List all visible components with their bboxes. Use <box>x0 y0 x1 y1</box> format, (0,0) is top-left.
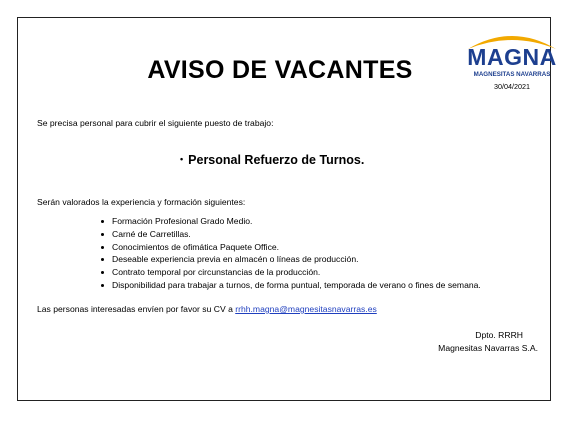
requirement-item: Contrato temporal por circunstancias de la producción. <box>100 266 481 279</box>
bullet-icon: • <box>180 154 184 164</box>
requirement-item: Carné de Carretillas. <box>100 228 481 241</box>
contact-text: Las personas interesadas envíen por favor su CV a <box>37 304 236 314</box>
valued-intro-text: Serán valorados la experiencia y formación siguientes: <box>37 197 246 207</box>
requirement-item: Formación Profesional Grado Medio. <box>100 215 481 228</box>
position-item <box>180 154 364 167</box>
requirement-item: Conocimientos de ofimática Paquete Office. <box>100 241 481 254</box>
intro-text: Se precisa personal para cubrir el siguiente puesto de trabajo: <box>37 118 274 128</box>
logo-subtitle: MAGNESITAS NAVARRAS <box>473 71 551 78</box>
signature-company: Magnesitas Navarras S.A. <box>438 342 538 353</box>
signature-block <box>418 329 538 354</box>
requirement-item: Disponibilidad para trabajar a turnos, de forma puntual, temporada de verano o fines de semana. <box>100 279 481 292</box>
page-title: AVISO DE VACANTES <box>147 56 413 84</box>
signature-department: Dpto. RRRH <box>475 330 523 340</box>
email-link[interactable]: rrhh.magna@magnesitasnavarras.es <box>235 304 377 314</box>
logo-name: MAGNA <box>467 44 557 70</box>
position-title: Personal Refuerzo de Turnos. <box>188 153 365 167</box>
contact-line <box>37 305 377 314</box>
notice-date: 30/04/2021 <box>494 82 530 91</box>
requirements-list <box>100 215 481 292</box>
requirement-item: Deseable experiencia previa en almacén o líneas de producción. <box>100 253 481 266</box>
